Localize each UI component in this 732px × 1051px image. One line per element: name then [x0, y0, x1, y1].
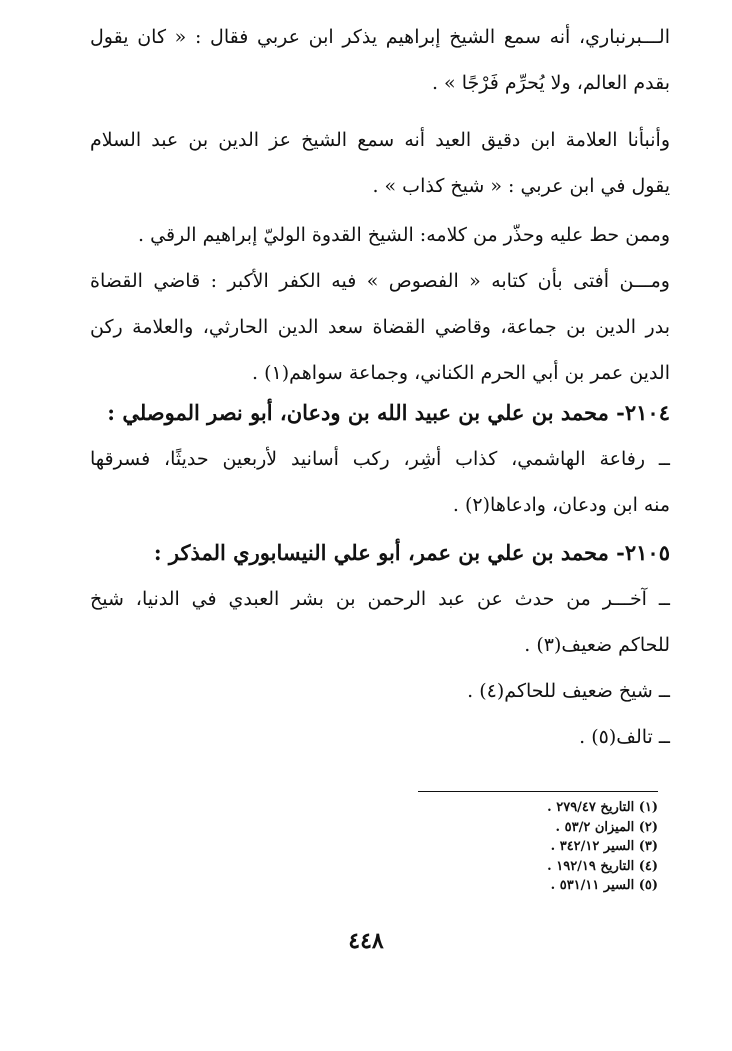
text-line: ــ رفاعة الهاشمي، كذاب أشِر، ركب أسانيد لأربعين حديثًا، فسرقها	[90, 448, 670, 470]
footnote: (٥) السير ٥٣١/١١ .	[550, 878, 658, 893]
text-line: وممن حط عليه وحذّر من كلامه: الشيخ القدوة الوليّ إبراهيم الرقي .	[138, 224, 670, 246]
footnote-divider	[418, 791, 658, 792]
entry-heading: ٢١٠٤- محمد بن علي بن عبيد الله بن ودعان، أبو نصر الموصلي :	[107, 400, 670, 425]
text-line: الـــبرنباري، أنه سمع الشيخ إبراهيم يذكر ابن عربي فقال : « كان يقول	[90, 26, 670, 48]
entry-heading: ٢١٠٥- محمد بن علي بن عمر، أبو علي النيسابوري المذكر :	[153, 540, 670, 565]
text-line: ــ تالف(٥) .	[579, 726, 670, 748]
text-line: وأنبأنا العلامة ابن دقيق العيد أنه سمع الشيخ عز الدين بن عبد السلام	[90, 129, 670, 151]
entry-2104	[90, 390, 670, 528]
text-line: للحاكم ضعيف(٣) .	[524, 634, 670, 656]
text-line: ومـــن أفتى بأن كتابه « الفصوص » فيه الكفر الأكبر : قاضي القضاة	[90, 270, 670, 292]
page-number: ٤٤٨	[348, 928, 384, 954]
footnote: (٢) الميزان ٥٣/٢ .	[555, 819, 658, 835]
footnotes	[380, 798, 658, 896]
paragraph-raqqi	[90, 212, 670, 258]
entry-2105	[90, 530, 670, 714]
footnote: (١) التاريخ ٢٧٩/٤٧ .	[547, 800, 658, 815]
paragraph-fusus	[90, 258, 670, 396]
text-line: يقول في ابن عربي : « شيخ كذاب » .	[372, 175, 670, 197]
text-line: ــ شيخ ضعيف للحاكم(٤) .	[467, 680, 670, 702]
text-line: بقدم العالم، ولا يُحرِّم فَرْجًا » .	[431, 72, 670, 94]
text-line: بدر الدين بن جماعة، وقاضي القضاة سعد الدين الحارثي، والعلامة ركن	[90, 316, 670, 338]
text-line: ــ آخـــر من حدث عن عبد الرحمن بن بشر العبدي في الدنيا، شيخ	[90, 588, 670, 610]
footnote: (٣) السير ٣٤٢/١٢ .	[550, 839, 658, 854]
paragraph-ibn-daqiq	[90, 117, 670, 209]
paragraph-continuation	[90, 14, 670, 106]
text-line: منه ابن ودعان، وادعاها(٢) .	[452, 494, 670, 516]
entry-2105-tail	[90, 714, 670, 760]
footnote: (٤) التاريخ ١٩٢/١٩ .	[547, 858, 658, 874]
text-line: الدين عمر بن أبي الحرم الكناني، وجماعة سواهم(١) .	[252, 362, 670, 384]
